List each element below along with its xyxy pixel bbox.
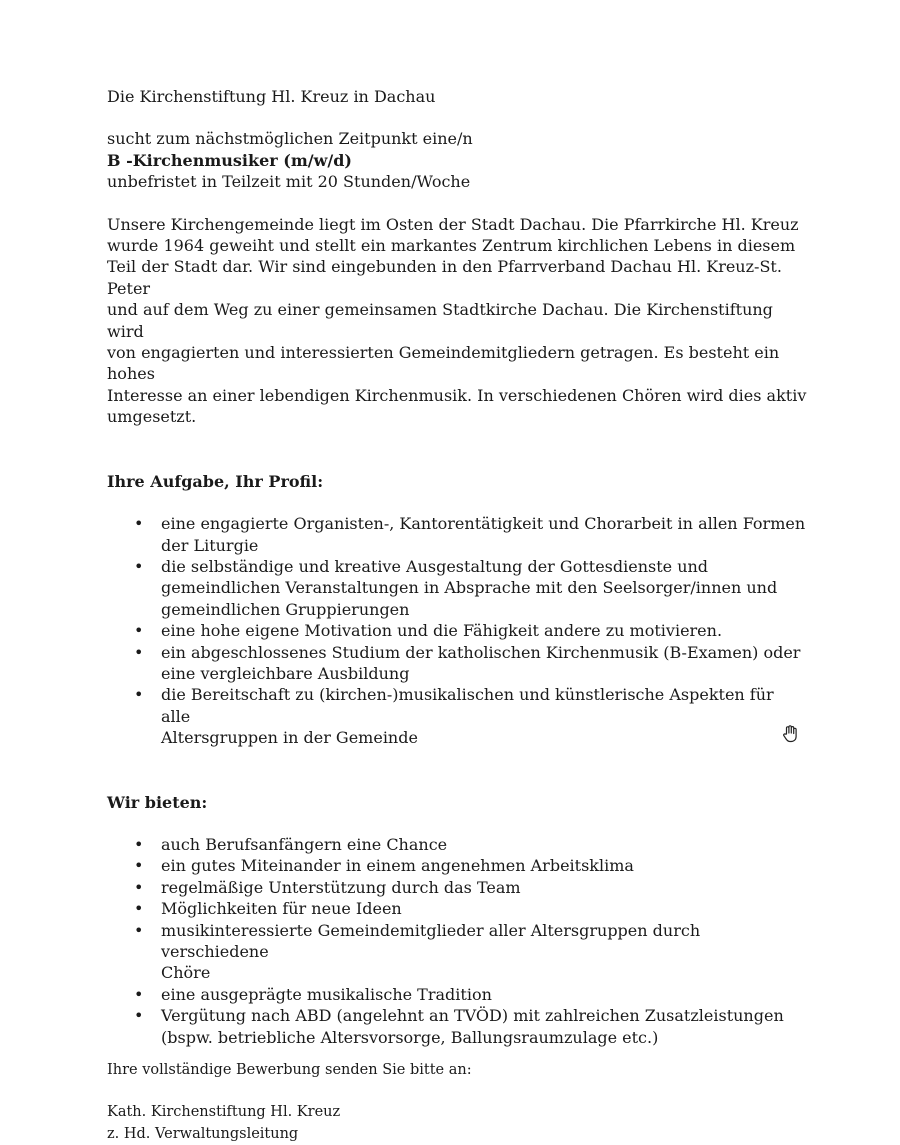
- list-item: • ein gutes Miteinander in einem angenehmen Arbeitsklima: [134, 856, 634, 876]
- position-title: B -Kirchenmusiker (m/w/d): [107, 150, 352, 170]
- list-item: • eine engagierte Organisten-, Kantorentätigkeit und Chorarbeit in allen Formen der Liturgie: [134, 514, 806, 555]
- description-line: und auf dem Weg zu einer gemeinsamen Stadtkirche Dachau. Die Kirchenstiftung wird: [107, 300, 773, 341]
- list-item: • eine ausgeprägte musikalische Tradition: [134, 984, 492, 1004]
- list-item: • Möglichkeiten für neue Ideen: [134, 899, 402, 919]
- bullet-icon: •: [134, 621, 144, 641]
- document-page: [107, 86, 807, 1145]
- bullet-icon: •: [134, 514, 144, 534]
- list-item: • auch Berufsanfängern eine Chance: [134, 834, 448, 854]
- org-line: Die Kirchenstiftung Hl. Kreuz in Dachau: [107, 87, 436, 106]
- description-line: umgesetzt.: [107, 407, 197, 427]
- profile-heading: Ihre Aufgabe, Ihr Profil:: [107, 471, 324, 491]
- bullet-icon: •: [134, 877, 144, 897]
- description-line: von engagierten und interessierten Gemeindemitgliedern getragen. Es besteht ein hohes: [107, 343, 780, 384]
- list-item: • ein abgeschlossenes Studium der katholischen Kirchenmusik (B-Examen) oder eine vergleichbare Ausbildung: [134, 642, 801, 683]
- offer-heading: Wir bieten:: [107, 792, 208, 812]
- description-line: Interesse an einer lebendigen Kirchenmusik. In verschiedenen Chören wird dies aktiv: [107, 385, 807, 405]
- offer-list: [107, 834, 807, 1048]
- bullet-icon: •: [134, 984, 144, 1004]
- seeking-line: sucht zum nächstmöglichen Zeitpunkt eine/n: [107, 129, 473, 149]
- bullet-icon: •: [134, 1006, 144, 1026]
- application-line: Ihre vollständige Bewerbung senden Sie bitte an:: [107, 1062, 472, 1079]
- bullet-icon: •: [134, 556, 144, 576]
- list-item: • musikinteressierte Gemeindemitglieder aller Altersgruppen durch verschiedene Chöre: [134, 920, 701, 983]
- list-item: • regelmäßige Unterstützung durch das Team: [134, 877, 521, 897]
- description-line: Unsere Kirchengemeinde liegt im Osten der Stadt Dachau. Die Pfarrkirche Hl. Kreuz: [107, 214, 799, 234]
- bullet-icon: •: [134, 899, 144, 919]
- bullet-icon: •: [134, 642, 144, 662]
- description-line: wurde 1964 geweiht und stellt ein markantes Zentrum kirchlichen Lebens in diesem: [107, 236, 796, 256]
- description-line: Teil der Stadt dar. Wir sind eingebunden in den Pfarrverband Dachau Hl. Kreuz-St. Peter: [107, 257, 782, 298]
- bullet-icon: •: [134, 834, 144, 854]
- hand-pointer-icon: [780, 724, 800, 744]
- address-line: Kath. Kirchenstiftung Hl. Kreuz: [107, 1104, 341, 1121]
- list-item: • die selbständige und kreative Ausgestaltung der Gottesdienste und gemeindlichen Veranstaltungen in Absprache mit den Seelsorger/innen und gemeindlichen Gruppierungen: [134, 556, 778, 619]
- address-line: z. Hd. Verwaltungsleitung: [107, 1125, 299, 1142]
- profile-list: [107, 513, 807, 748]
- list-item: • die Bereitschaft zu (kirchen-)musikalischen und künstlerische Aspekten für alle Altersgruppen in der Gemeinde: [134, 685, 774, 748]
- bullet-icon: •: [134, 685, 144, 705]
- list-item: • eine hohe eigene Motivation und die Fähigkeit andere zu motivieren.: [134, 621, 723, 641]
- description-paragraph: [107, 214, 807, 428]
- list-item: • Vergütung nach ABD (angelehnt an TVÖD) mit zahlreichen Zusatzleistungen (bspw. betriebliche Altersvorsorge, Ballungsraumzulage etc.): [134, 1006, 784, 1047]
- bullet-icon: •: [134, 856, 144, 876]
- bullet-icon: •: [134, 920, 144, 940]
- terms-line: unbefristet in Teilzeit mit 20 Stunden/Woche: [107, 172, 471, 192]
